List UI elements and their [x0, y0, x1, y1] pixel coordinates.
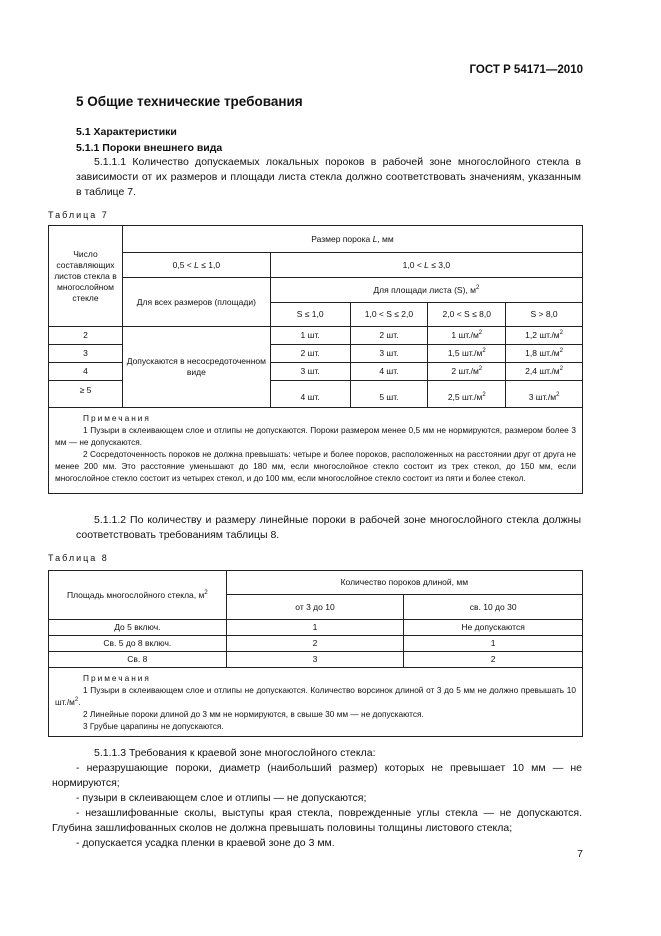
table-cell: 1	[404, 636, 583, 652]
note-1: 1 Пузыри в склеивающем слое и отлипы не допускаются. Пороки размером менее 0,5 мм не нормируются, размером более 3 мм — не допускаются.	[55, 425, 576, 447]
table-row	[49, 620, 583, 636]
table7-size-col1: 0,5 < L ≤ 1,0	[122, 253, 270, 278]
table-row	[49, 327, 583, 345]
table-cell: 3 $шт./м^2$	[506, 381, 583, 408]
table-cell: 2 $шт./м^2$	[428, 363, 506, 381]
table-cell: 1,5 $шт./м^2$	[428, 345, 506, 363]
table7-area-col3: 2,0 < S ≤ 8,0	[428, 303, 506, 327]
edge-zone-list	[52, 761, 582, 851]
table8-sub2: св. 10 до 30	[404, 595, 583, 620]
table8-notes	[49, 668, 583, 737]
table7-size-col2: 1,0 < L ≤ 3,0	[270, 253, 582, 278]
table-cell: 3 шт.	[270, 363, 350, 381]
table-8	[48, 570, 583, 737]
section-title: 5 Общие технические требования	[76, 94, 303, 109]
table-row	[49, 652, 583, 668]
note-3: 3 Грубые царапины не допускаются.	[83, 721, 224, 731]
note-2: 2 Сосредоточенность пороков не должна превышать: четыре и более пороков, расположенных на расстоянии друг от друга не менее 200 мм. Это расстояние уменьшают до 180 мм, если многослойное стекло состоит из трех стекол, до 150 мм, если многослойное стекло состоит из четырех стекол, и до 100 мм, если многослойное стекло состоит из пяти и более стекол.	[55, 449, 576, 483]
page-number: 7	[577, 848, 583, 860]
table7-area-col4: S > 8,0	[506, 303, 583, 327]
table-cell: 3	[49, 345, 123, 363]
table7-area-header: Для площади листа (S), $м^2$	[270, 278, 582, 303]
table-cell: 2	[404, 652, 583, 668]
table-cell: 2,5 $шт./м^2$	[428, 381, 506, 408]
table-cell: Св. 8	[49, 652, 227, 668]
note-1: 1 Пузыри в склеивающем слое и отлипы не допускаются. Количество ворсинок длиной от 3 до 5 мм не должно превышать 10 $шт./м^2$.	[55, 685, 576, 707]
table-cell: ≥ 5	[49, 381, 123, 408]
list-item: - пузыри в склеивающем слое и отлипы — не допускаются;	[76, 792, 367, 804]
table-cell: 3	[226, 652, 404, 668]
table8-caption: Таблица 8	[48, 553, 109, 563]
notes-title: Примечания	[83, 673, 151, 683]
table8-sub1: от 3 до 10	[226, 595, 404, 620]
table-cell: 4 шт.	[350, 363, 428, 381]
list-item: - неразрушающие пороки, диаметр (наибольший размер) которых не превышает 10 мм — не нормируются;	[52, 762, 582, 789]
table-cell: 1	[226, 620, 404, 636]
table-cell: Не допускаются	[404, 620, 583, 636]
table-cell: 2	[226, 636, 404, 652]
table-cell: 4 шт.	[270, 381, 350, 408]
table-cell: 2 шт.	[350, 327, 428, 345]
table8-area-header: Площадь многослойного стекла, $м^2$	[49, 571, 227, 620]
subsection-title: 5.1 Характеристики	[76, 126, 177, 138]
note-2: 2 Линейные пороки длиной до 3 мм не нормируются, в свыше 30 мм — не допускаются.	[83, 709, 424, 719]
table-cell: Св. 5 до 8 включ.	[49, 636, 227, 652]
table-cell: 1 шт.	[270, 327, 350, 345]
table-row	[49, 636, 583, 652]
table-cell: 3 шт.	[350, 345, 428, 363]
table-cell: До 5 включ.	[49, 620, 227, 636]
notes-title: Примечания	[83, 413, 151, 423]
table-cell: 1 $шт./м^2$	[428, 327, 506, 345]
paragraph-5-1-1-3-intro: 5.1.1.3 Требования к краевой зоне многослойного стекла:	[94, 747, 376, 759]
table7-count-header: Число составляющих листов стекла в многослойном стекле	[49, 226, 123, 327]
table7-area-all: Для всех размеров (площади)	[122, 278, 270, 327]
table7-caption: Таблица 7	[48, 210, 109, 220]
table7-size-header: Размер порока L, мм	[122, 226, 582, 253]
table-cell: 4	[49, 363, 123, 381]
list-item: - допускается усадка пленки в краевой зоне до 3 мм.	[76, 837, 335, 849]
table-cell: 2	[49, 327, 123, 345]
table7-area-col1: S ≤ 1,0	[270, 303, 350, 327]
table-cell: 1,8 $шт./м^2$	[506, 345, 583, 363]
table7-notes	[49, 408, 583, 494]
list-item: - незашлифованные сколы, выступы края стекла, поврежденные углы стекла — не допускаются. Глубина зашлифованных сколов не должна превышать половины толщины листового стекла;	[52, 807, 582, 834]
table-cell: 1,2 $шт./м^2$	[506, 327, 583, 345]
table8-count-header: Количество пороков длиной, мм	[226, 571, 582, 595]
document-code: ГОСТ Р 54171—2010	[469, 64, 583, 76]
table-cell: 2,4 $шт./м^2$	[506, 363, 583, 381]
table-cell: 2 шт.	[270, 345, 350, 363]
table7-area-col2: 1,0 < S ≤ 2,0	[350, 303, 428, 327]
subsubsection-title: 5.1.1 Пороки внешнего вида	[76, 142, 223, 154]
paragraph-5-1-1-1: 5.1.1.1 Количество допускаемых локальных пороков в рабочей зоне многослойного стекла в зависимости от их размеров и площади листа стекла должно соответствовать значениям, указанным в таблице 7.	[76, 156, 581, 198]
paragraph-5-1-1-2: 5.1.1.2 По количеству и размеру линейные пороки в рабочей зоне многослойного стекла должны соответствовать требованиям таблицы 8.	[76, 514, 581, 541]
table7-merged-cell: Допускаются в несосредоточенном виде	[122, 327, 270, 408]
table-7	[48, 225, 583, 494]
table-cell: 5 шт.	[350, 381, 428, 408]
